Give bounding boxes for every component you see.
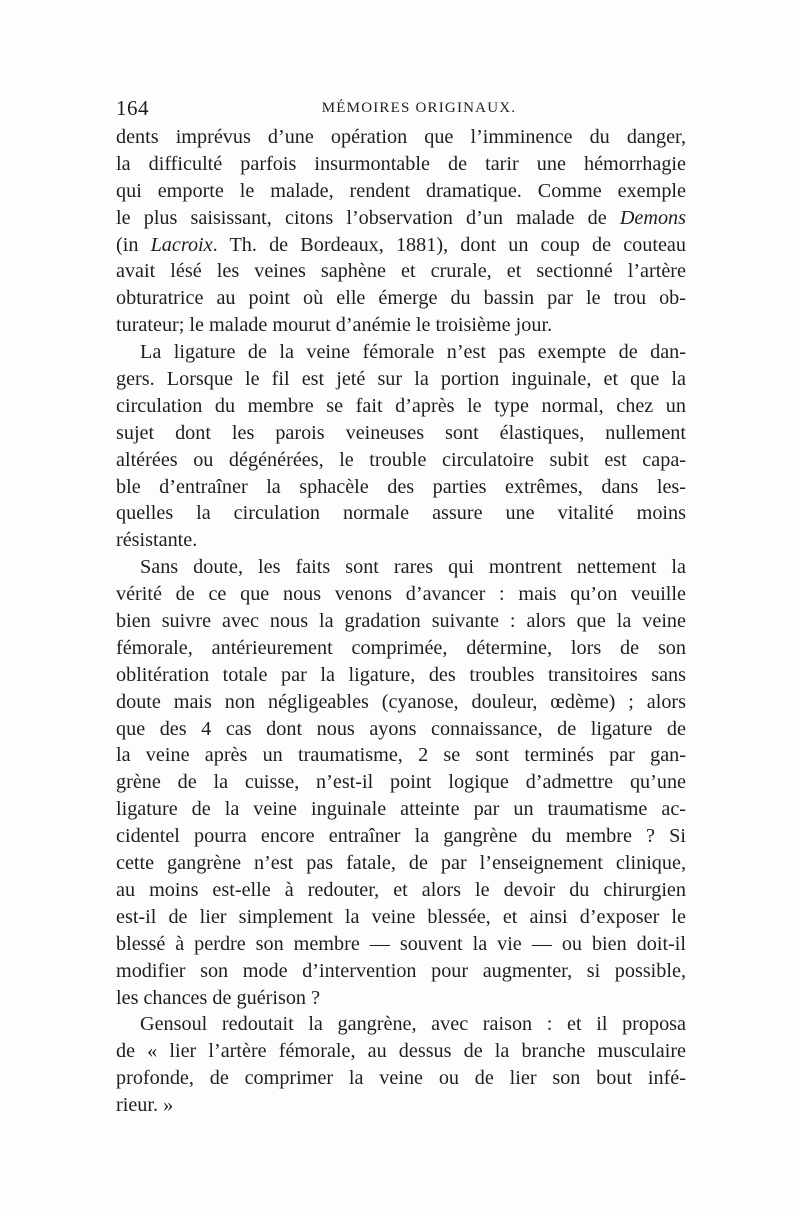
text-line: ble d’entraîner la sphacèle des parties extrêmes, dans les-: [116, 475, 686, 498]
text-line: Sans doute, les faits sont rares qui montrent nettement la: [140, 556, 686, 579]
text-line: est-il de lier simplement la veine blessée, et ainsi d’exposer le: [116, 905, 686, 928]
page-number: 164: [116, 96, 149, 120]
text-line: quelles la circulation normale assure une vitalité moins: [116, 502, 686, 525]
text-line: sujet dont les parois veineuses sont élastiques, nullement: [116, 421, 686, 444]
text-line: grène de la cuisse, n’est-il point logique d’admettre qu’une: [116, 771, 686, 794]
text-line: bien suivre avec nous la gradation suivante : alors que la veine: [116, 610, 686, 633]
text-line: Gensoul redoutait la gangrène, avec raison : et il proposa: [140, 1013, 686, 1036]
text-line: que des 4 cas dont nous ayons connaissance, de ligature de: [116, 717, 686, 740]
text-line: de « lier l’artère fémorale, au dessus de la branche musculaire: [116, 1040, 686, 1063]
text-line: résistante.: [116, 529, 198, 552]
text-line: la difficulté parfois insurmontable de tarir une hémorrhagie: [116, 152, 686, 175]
text-line: (in Lacroix. Th. de Bordeaux, 1881), dont un coup de couteau: [116, 233, 686, 256]
text-line: profonde, de comprimer la veine ou de lier son bout infé-: [116, 1067, 686, 1090]
text-line: cette gangrène n’est pas fatale, de par l’enseignement clinique,: [116, 852, 686, 875]
text-line: vérité de ce que nous venons d’avancer : mais qu’on veuille: [116, 583, 686, 606]
text-line: le plus saisissant, citons l’observation d’un malade de Demons: [116, 206, 686, 229]
text-line: fémorale, antérieurement comprimée, détermine, lors de son: [116, 636, 686, 659]
text-line: rieur. »: [116, 1094, 174, 1117]
text-line: gers. Lorsque le fil est jeté sur la portion inguinale, et que la: [116, 368, 686, 391]
italic-name: Lacroix: [150, 233, 213, 256]
text-line: la veine après un traumatisme, 2 se sont terminés par gan-: [116, 744, 686, 767]
text-line: circulation du membre se fait d’après le type normal, chez un: [116, 394, 686, 417]
text-line: modifier son mode d’intervention pour augmenter, si possible,: [116, 959, 686, 982]
text-line: au moins est-elle à redouter, et alors le devoir du chirurgien: [116, 878, 686, 901]
text-line: blessé à perdre son membre — souvent la vie — ou bien doit-il: [116, 932, 686, 955]
text-line: doute mais non négligeables (cyanose, douleur, œdème) ; alors: [116, 690, 686, 713]
text-line: ligature de la veine inguinale atteinte par un traumatisme ac-: [116, 798, 686, 821]
text-line: altérées ou dégénérées, le trouble circulatoire subit est capa-: [116, 448, 686, 471]
text-line: oblitération totale par la ligature, des troubles transitoires sans: [116, 663, 686, 686]
text-line: avait lésé les veines saphène et crurale, et sectionné l’artère: [116, 260, 686, 283]
body-text: [116, 124, 686, 1119]
text-line: cidentel pourra encore entraîner la gangrène du membre ? Si: [116, 825, 686, 848]
italic-name: Demons: [619, 206, 686, 229]
text-line: dents imprévus d’une opération que l’imminence du danger,: [116, 126, 686, 148]
text-line: qui emporte le malade, rendent dramatique. Comme exemple: [116, 179, 686, 202]
text-line: La ligature de la veine fémorale n’est pas exempte de dan-: [140, 341, 686, 364]
running-head: [116, 96, 692, 126]
text-line: turateur; le malade mourut d’anémie le troisième jour.: [116, 314, 553, 337]
running-title: MÉMOIRES ORIGINAUX.: [321, 100, 517, 116]
text-line: obturatrice au point où elle émerge du bassin par le trou ob-: [116, 287, 686, 310]
text-line: les chances de guérison ?: [116, 986, 321, 1009]
